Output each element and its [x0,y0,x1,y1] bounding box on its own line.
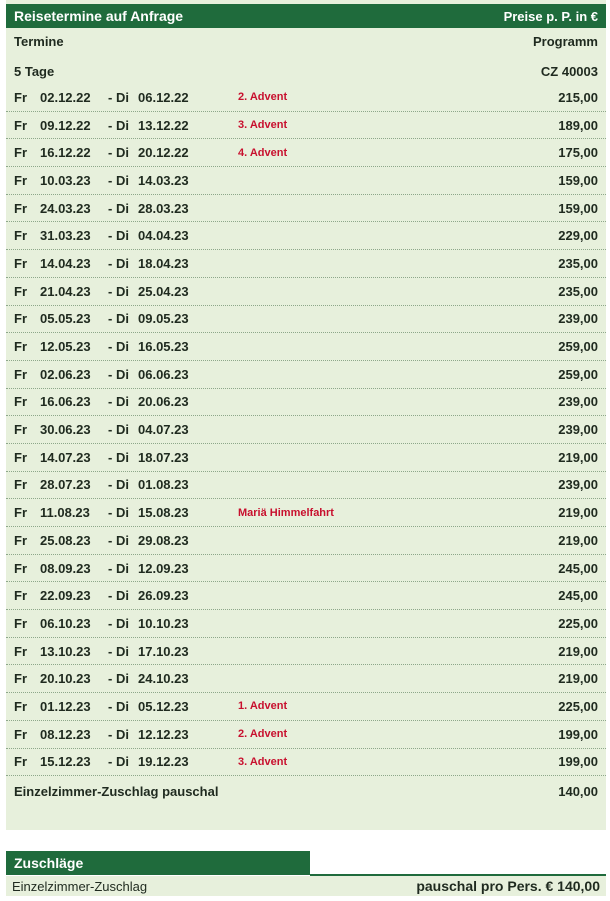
row-price: 235,00 [558,255,598,271]
row-end-date: 28.03.23 [138,200,189,216]
row-end-date: 17.10.23 [138,643,189,659]
table-row [6,610,606,638]
row-day: Fr [14,671,27,687]
row-end-day: - Di [108,477,129,493]
row-price: 215,00 [558,89,598,105]
row-start-date: 15.12.23 [40,754,91,770]
row-price: 259,00 [558,366,598,382]
date-list [6,84,606,776]
table-row [6,112,606,140]
column-header [6,28,606,54]
row-end-day: - Di [108,671,129,687]
row-price: 239,00 [558,394,598,410]
table-row [6,472,606,500]
row-price: 219,00 [558,671,598,687]
row-end-date: 16.05.23 [138,339,189,355]
row-end-day: - Di [108,754,129,770]
table-row [6,527,606,555]
row-day: Fr [14,200,27,216]
row-note: 2. Advent [238,728,288,741]
row-price: 239,00 [558,477,598,493]
row-price: 245,00 [558,588,598,604]
row-end-date: 05.12.23 [138,698,189,714]
row-day: Fr [14,754,27,770]
row-end-day: - Di [108,532,129,548]
row-end-date: 14.03.23 [138,172,189,188]
row-end-date: 06.06.23 [138,366,189,382]
row-end-date: 19.12.23 [138,754,189,770]
duration-label: 5 Tage [14,63,55,79]
row-end-date: 29.08.23 [138,532,189,548]
row-end-day: - Di [108,449,129,465]
table-row [6,195,606,223]
row-day: Fr [14,726,27,742]
row-day: Fr [14,615,27,631]
row-end-date: 12.09.23 [138,560,189,576]
row-start-date: 16.06.23 [40,394,91,410]
row-price: 225,00 [558,615,598,631]
row-price: 219,00 [558,505,598,521]
row-end-day: - Di [108,615,129,631]
row-day: Fr [14,283,27,299]
table-row [6,499,606,527]
row-end-date: 13.12.22 [138,117,189,133]
row-end-day: - Di [108,505,129,521]
table-row [6,444,606,472]
row-start-date: 28.07.23 [40,477,91,493]
row-day: Fr [14,394,27,410]
single-room-label: Einzelzimmer-Zuschlag pauschal [14,783,219,799]
table-row [6,222,606,250]
row-end-date: 06.12.22 [138,89,189,105]
surcharges-title: Zuschläge [14,855,84,871]
row-end-day: - Di [108,588,129,604]
table-row [6,139,606,167]
row-start-date: 01.12.23 [40,698,91,714]
row-end-day: - Di [108,366,129,382]
row-end-day: - Di [108,89,129,105]
row-day: Fr [14,477,27,493]
row-start-date: 08.09.23 [40,560,91,576]
row-price: 159,00 [558,172,598,188]
row-day: Fr [14,145,27,161]
row-end-date: 20.12.22 [138,145,189,161]
row-start-date: 31.03.23 [40,228,91,244]
row-start-date: 24.03.23 [40,200,91,216]
row-price: 239,00 [558,311,598,327]
row-start-date: 13.10.23 [40,643,91,659]
group-header [6,58,606,84]
row-price: 259,00 [558,339,598,355]
row-day: Fr [14,255,27,271]
row-price: 159,00 [558,200,598,216]
row-day: Fr [14,366,27,382]
schedule-title: Reisetermine auf Anfrage [14,8,184,24]
row-note: 1. Advent [238,700,288,713]
row-end-day: - Di [108,643,129,659]
row-note: Mariä Himmelfahrt [238,506,334,519]
surcharge-value: pauschal pro Pers. € 140,00 [416,878,600,894]
row-end-date: 10.10.23 [138,615,189,631]
single-room-row [6,777,606,805]
row-end-date: 12.12.23 [138,726,189,742]
price-note: Preise p. P. in € [503,8,598,24]
table-row [6,749,606,777]
row-day: Fr [14,560,27,576]
column-termine: Termine [14,33,64,49]
row-start-date: 10.03.23 [40,172,91,188]
row-day: Fr [14,588,27,604]
row-day: Fr [14,449,27,465]
row-price: 175,00 [558,145,598,161]
row-start-date: 05.05.23 [40,311,91,327]
row-start-date: 22.09.23 [40,588,91,604]
row-end-date: 26.09.23 [138,588,189,604]
table-row [6,167,606,195]
row-end-date: 09.05.23 [138,311,189,327]
row-price: 189,00 [558,117,598,133]
row-day: Fr [14,532,27,548]
row-day: Fr [14,422,27,438]
row-price: 239,00 [558,422,598,438]
row-note: 3. Advent [238,119,288,132]
table-row [6,721,606,749]
row-start-date: 20.10.23 [40,671,91,687]
row-end-day: - Di [108,726,129,742]
surcharge-item: Einzelzimmer-Zuschlag [12,878,148,894]
row-start-date: 16.12.22 [40,145,91,161]
table-row [6,333,606,361]
row-day: Fr [14,698,27,714]
row-start-date: 08.12.23 [40,726,91,742]
table-row [6,555,606,583]
row-end-date: 04.07.23 [138,422,189,438]
row-price: 199,00 [558,754,598,770]
surcharges-row [6,876,606,896]
table-row [6,638,606,666]
program-code: CZ 40003 [540,63,598,79]
row-price: 225,00 [558,698,598,714]
row-end-date: 18.04.23 [138,255,189,271]
table-row [6,693,606,721]
row-end-day: - Di [108,145,129,161]
table-row [6,361,606,389]
single-room-price: 140,00 [558,783,598,799]
row-end-date: 01.08.23 [138,477,189,493]
table-row [6,278,606,306]
row-price: 229,00 [558,228,598,244]
row-end-date: 04.04.23 [138,228,189,244]
row-end-day: - Di [108,255,129,271]
row-end-day: - Di [108,228,129,244]
row-start-date: 09.12.22 [40,117,91,133]
row-day: Fr [14,311,27,327]
table-row [6,84,606,112]
row-end-day: - Di [108,422,129,438]
row-end-date: 25.04.23 [138,283,189,299]
row-end-day: - Di [108,200,129,216]
row-end-day: - Di [108,394,129,410]
row-price: 235,00 [558,283,598,299]
schedule-header [6,4,606,28]
row-end-date: 20.06.23 [138,394,189,410]
row-end-day: - Di [108,311,129,327]
row-day: Fr [14,505,27,521]
row-end-date: 18.07.23 [138,449,189,465]
row-day: Fr [14,643,27,659]
row-end-day: - Di [108,339,129,355]
row-day: Fr [14,117,27,133]
row-price: 199,00 [558,726,598,742]
row-start-date: 02.12.22 [40,89,91,105]
row-start-date: 11.08.23 [40,505,90,521]
row-start-date: 02.06.23 [40,366,91,382]
table-row [6,306,606,334]
row-price: 245,00 [558,560,598,576]
row-start-date: 21.04.23 [40,283,91,299]
row-note: 2. Advent [238,91,288,104]
row-price: 219,00 [558,643,598,659]
row-end-date: 15.08.23 [138,505,189,521]
row-note: 4. Advent [238,146,288,159]
table-row [6,665,606,693]
table-row [6,250,606,278]
table-row [6,389,606,417]
table-row [6,582,606,610]
row-day: Fr [14,89,27,105]
row-end-day: - Di [108,283,129,299]
row-start-date: 06.10.23 [40,615,91,631]
row-end-day: - Di [108,172,129,188]
row-end-date: 24.10.23 [138,671,189,687]
row-start-date: 30.06.23 [40,422,91,438]
row-note: 3. Advent [238,755,288,768]
row-day: Fr [14,339,27,355]
row-start-date: 14.04.23 [40,255,91,271]
row-end-day: - Di [108,560,129,576]
row-end-day: - Di [108,698,129,714]
row-day: Fr [14,228,27,244]
row-price: 219,00 [558,449,598,465]
row-end-day: - Di [108,117,129,133]
row-price: 219,00 [558,532,598,548]
row-start-date: 12.05.23 [40,339,91,355]
column-programm: Programm [532,33,598,49]
table-row [6,416,606,444]
row-start-date: 25.08.23 [40,532,91,548]
surcharges-header [6,851,310,875]
row-day: Fr [14,172,27,188]
row-start-date: 14.07.23 [40,449,91,465]
